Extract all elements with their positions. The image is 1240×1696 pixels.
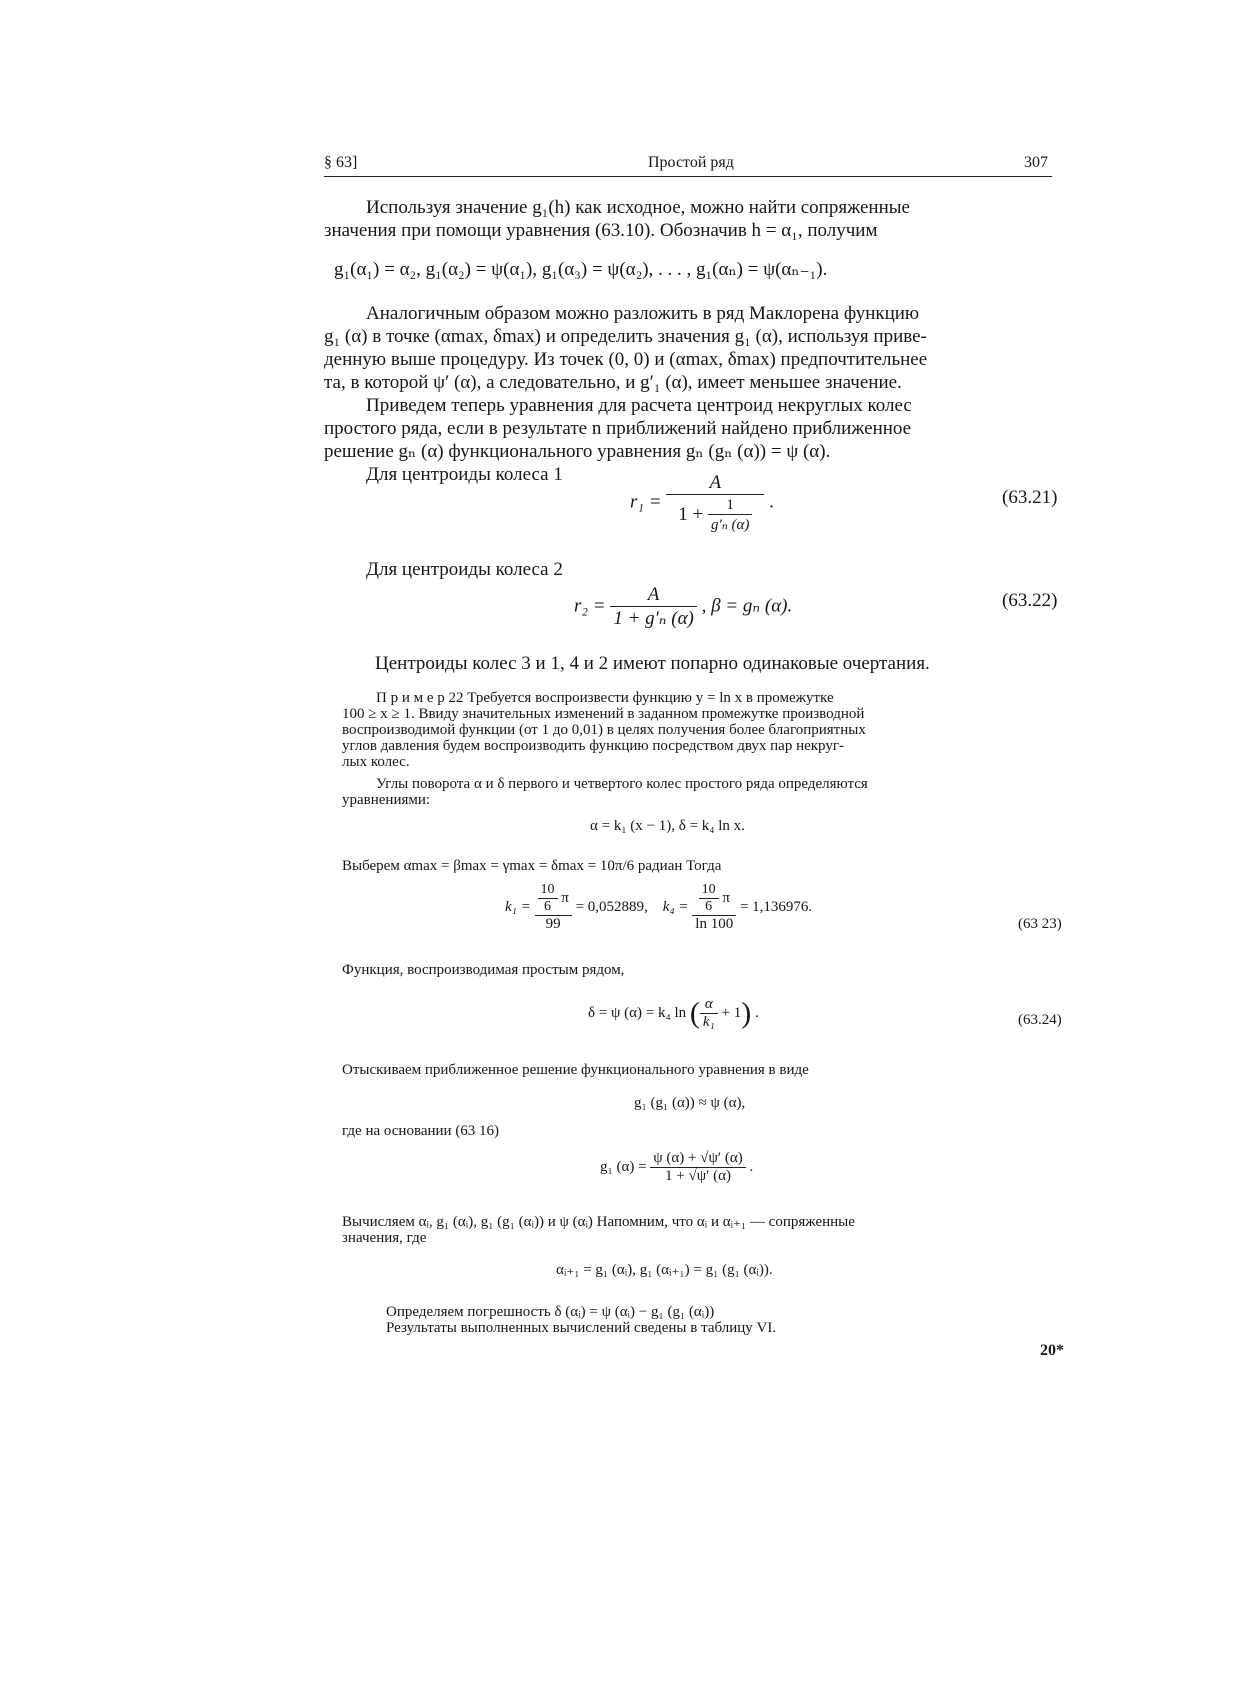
centroid-wheel-2-label: Для центроиды колеса 2 [366,559,563,580]
equation-63-23 [505,882,812,933]
running-header [324,152,1052,177]
eq24-denominator: k₁ [702,1014,715,1030]
eq21-inner-den: g′ₙ (α) [710,517,750,533]
text-line: значения при помощи уравнения (63.10). Обозначив h = α₁, получим [324,220,878,241]
equation-63-22 [574,584,792,630]
basis-6316-text: где на основании (63 16) [342,1123,500,1139]
text-line: решение gₙ (α) функционального уравнения gₙ (gₙ (α)) = ψ (α). [324,441,831,462]
text-line: 100 ≥ x ≥ 1. Ввиду значительных изменений в заданном промежутке производной [342,706,865,722]
header-title: Простой ряд [648,154,734,171]
eq22-denominator: 1 + g′ₙ (α) [613,608,694,629]
eq24-tail: + 1 [721,1004,742,1021]
text-line: денную выше процедуру. Из точек (0, 0) и (αmax, δmax) предпочтительнее [324,349,928,370]
choose-max-angles: Выберем αmax = βmax = γmax = δmax = 10π/6 радиан Тогда [342,858,722,874]
eq16-denominator: 1 + √ψ′ (α) [665,1168,731,1184]
centroid-statement: Центроиды колес 3 и 1, 4 и 2 имеют попарно одинаковые очертания. [375,653,930,674]
approx-solution-text: Отыскиваем приближенное решение функционального уравнения в виде [342,1062,809,1078]
equation-conjugate: αᵢ₊₁ = g₁ (αᵢ), g₁ (αᵢ₊₁) = g₁ (g₁ (αᵢ)). [556,1262,773,1278]
equation-number-63-21: (63.21) [1002,487,1058,508]
text-line: П р и м е р 22 Требуется воспроизвести функцию y = ln x в промежутке [376,690,834,706]
eq22-numerator: A [647,584,660,605]
text-line: та, в которой ψ′ (α), а следовательно, и g′₁ (α), имеет меньшее значение. [324,372,902,393]
text-line: Аналогичным образом можно разложить в ряд Маклорена функцию [366,303,920,324]
eq21-period: . [769,491,774,513]
text-line: g₁ (α) в точке (αmax, δmax) и определить значения g₁ (α), используя приве- [324,326,927,347]
eq23-k4-label: k₄ = [662,898,689,915]
text-line: воспроизводимой функции (от 1 до 0,01) в целях получения более благоприятных [342,722,866,738]
eq24-numerator: α [704,996,713,1012]
paragraph-centroid-equations [324,394,1052,463]
eq22-lhs: r₂ = [574,595,606,617]
text-line: лых колес. [342,754,410,770]
equation-63-24: δ = ψ (α) = k₄ ln ( $\frac{\alpha}{\text{k₁}}$ + 1) . [588,996,759,1030]
text-line: углов давления будем воспроизводить функцию посредством двух пар некруг- [342,738,845,754]
paragraph-conjugate-values [324,196,1052,242]
eq23-k4-den: ln 100 [695,916,734,932]
eq24-period: . [754,1004,759,1021]
text-line: простого ряда, если в результате n приближений найдено приближенное [324,418,912,439]
equation-alpha-delta: α = k₁ (x − 1), δ = k₄ ln x. [590,818,745,834]
equation-g1-definition [600,1150,753,1185]
example-22-angles [342,776,868,808]
eq23-k4-num-b: 6 [705,899,713,914]
centroid-wheel-1-label: Для центроиды колеса 1 [366,464,563,485]
eq21-inner-num: 1 [708,497,752,515]
eq23-k4-value: = 1,136976. [739,898,813,915]
equation-63-21 [630,472,774,534]
text-line: Результаты выполненных вычислений сведены в таблицу VI. [386,1320,777,1336]
text-line: Используя значение g₁(h) как исходное, можно найти сопряженные [366,197,910,218]
eq16-period: . [749,1158,754,1175]
eq23-k1-num-b: 6 [544,899,551,914]
equation-number-63-24: (63.24) [1018,1012,1062,1028]
eq21-den-part: 1 + [678,503,704,525]
eq22-beta: , β = gₙ (α). [701,595,793,617]
eq23-k4-pi: π [722,889,730,906]
text-line: Вычисляем αᵢ, g₁ (αᵢ), g₁ (g₁ (αᵢ)) и ψ (αᵢ) Напомним, что αᵢ и αᵢ₊₁ — сопряженные [342,1214,855,1230]
eq16-lhs: g₁ (α) = [600,1158,647,1175]
page-number: 307 [1024,154,1048,171]
printer-signature: 20* [1040,1342,1064,1359]
eq24-lhs: δ = ψ (α) = k₄ ln [588,1004,687,1021]
equation-sequence: g₁(α₁) = α₂, g₁(α₂) = ψ(α₁), g₁(α₃) = ψ(α₂), . . . , g₁(αₙ) = ψ(αₙ₋₁). [334,259,828,280]
text-line: уравнениями: [342,792,431,808]
example-22-paragraph [342,690,1070,770]
eq23-k1-pi: π [561,889,569,906]
text-line: Определяем погрешность δ (αᵢ) = ψ (αᵢ) − g₁ (g₁ (αᵢ)) [386,1304,715,1320]
section-ref: § 63] [324,154,358,171]
equation-approx: g₁ (g₁ (α)) ≈ ψ (α), [634,1095,746,1111]
error-definition [386,1304,776,1336]
equation-number-63-22: (63.22) [1002,590,1058,611]
eq23-k4-num-a: 10 [699,882,719,899]
eq23-k1-label: k₁ = [505,898,531,915]
text-line: Углы поворота α и δ первого и четвертого колес простого ряда определяются [376,776,868,792]
eq23-k1-num-a: 10 [538,882,558,899]
eq23-k1-value: = 0,052889, [575,898,648,915]
eq21-lhs: r₁ = [630,491,662,513]
paragraph-maclaurin [324,302,1052,394]
eq23-k1-den: 99 [545,916,561,932]
equation-number-63-23: (63 23) [1018,916,1062,932]
text-line: Приведем теперь уравнения для расчета центроид некруглых колес [366,395,912,416]
function-reproduced-label: Функция, воспроизводимая простым рядом, [342,962,625,978]
eq21-numerator: A [709,472,722,493]
compute-conjugate-paragraph [342,1214,1070,1246]
eq16-numerator: ψ (α) + √ψ′ (α) [650,1150,745,1168]
text-line: значения, где [342,1230,427,1246]
